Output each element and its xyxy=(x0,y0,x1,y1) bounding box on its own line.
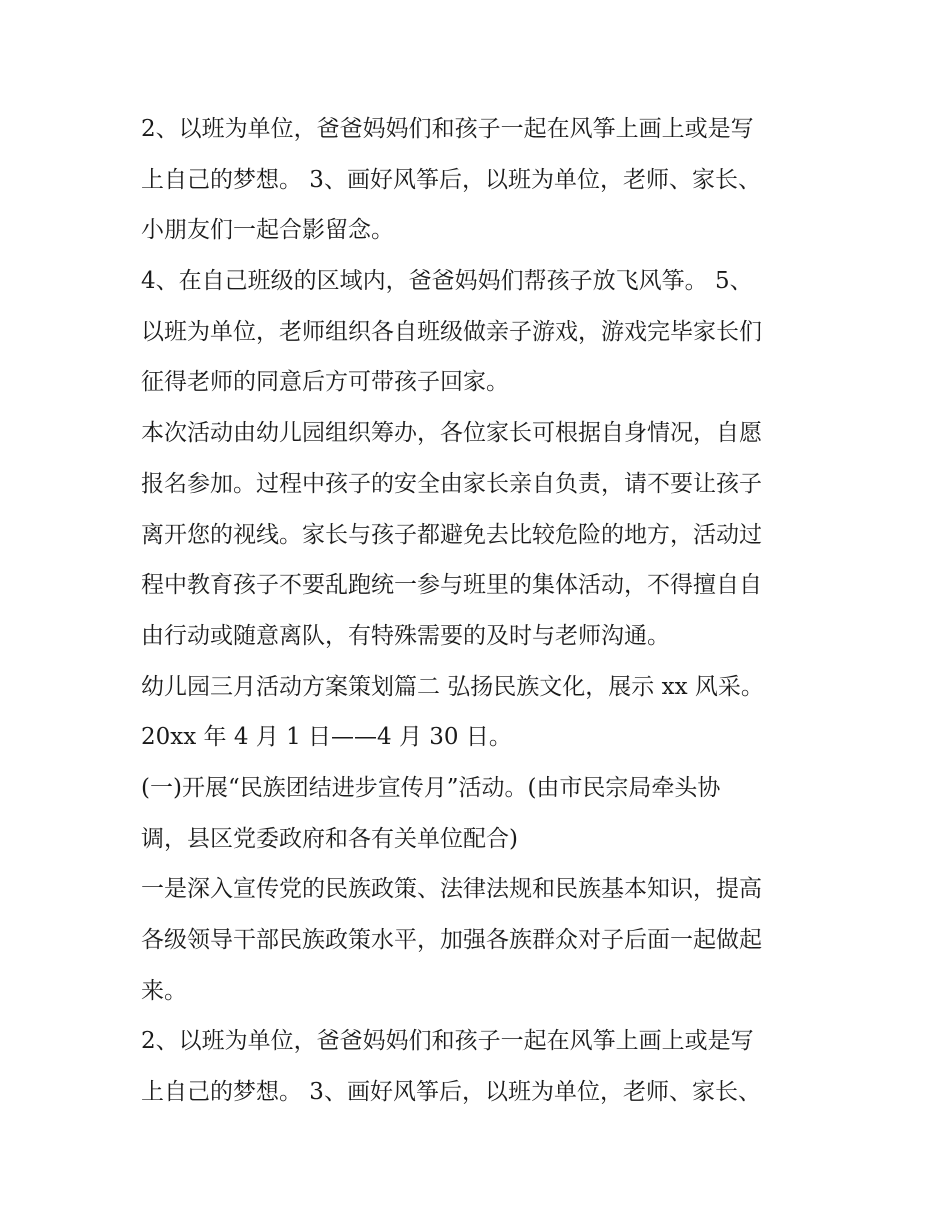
text-line: 报名参加。过程中孩子的安全由家长亲自负责，请不要让孩子 xyxy=(141,470,762,497)
paragraph-safety-notice xyxy=(141,408,821,661)
text-line: 本次活动由幼儿园组织筹办，各位家长可根据自身情况，自愿 xyxy=(141,420,762,447)
paragraph-publicity-month xyxy=(141,763,821,864)
text-line: 各级领导干部民族政策水平，加强各族群众对子后面一起做起 xyxy=(141,927,762,953)
paragraph-fly-kites xyxy=(141,256,821,408)
text-line: 征得老师的同意后方可带孩子回家。 xyxy=(141,369,509,396)
paragraph-kite-drawing xyxy=(141,104,821,256)
document-body xyxy=(141,104,821,1118)
text-line: 4、在自己班级的区域内，爸爸妈妈们帮孩子放飞风筝。 5、 xyxy=(141,268,753,295)
text-line: 由行动或随意离队，有特殊需要的及时与老师沟通。 xyxy=(141,622,670,649)
paragraph-date-range xyxy=(141,712,821,763)
text-line: 2、以班为单位，爸爸妈妈们和孩子一起在风筝上画上或是写 xyxy=(141,116,754,142)
paragraph-policy-promotion xyxy=(141,864,821,1016)
text-line: 幼儿园三月活动方案策划篇二 弘扬民族文化，展示 xx 风采。 xyxy=(141,673,764,700)
text-line: (一)开展“民族团结进步宣传月”活动。(由市民宗局牵头协 xyxy=(141,774,721,801)
text-line: 一是深入宣传党的民族政策、法律法规和民族基本知识，提高 xyxy=(141,876,762,903)
text-line: 来。 xyxy=(141,977,187,1004)
text-line: 以班为单位，老师组织各自班级做亲子游戏，游戏完毕家长们 xyxy=(141,318,762,345)
text-line: 小朋友们一起合影留念。 xyxy=(141,217,394,244)
text-line: 2、以班为单位，爸爸妈妈们和孩子一起在风筝上画上或是写 xyxy=(141,1028,754,1055)
text-line: 上自己的梦想。 3、画好风筝后，以班为单位，老师、家长、 xyxy=(141,166,761,193)
text-line: 调，县区党委政府和各有关单位配合) xyxy=(141,825,518,852)
text-line: 离开您的视线。家长与孩子都避免去比较危险的地方，活动过 xyxy=(141,521,762,548)
text-line: 20xx 年 4 月 1 日——4 月 30 日。 xyxy=(141,724,512,751)
paragraph-section-two-title xyxy=(141,662,821,713)
text-line: 程中教育孩子不要乱跑统一参与班里的集体活动，不得擅自自 xyxy=(141,572,762,599)
text-line: 上自己的梦想。 3、画好风筝后，以班为单位，老师、家长、 xyxy=(141,1079,761,1106)
paragraph-kite-drawing-repeat xyxy=(141,1016,821,1117)
